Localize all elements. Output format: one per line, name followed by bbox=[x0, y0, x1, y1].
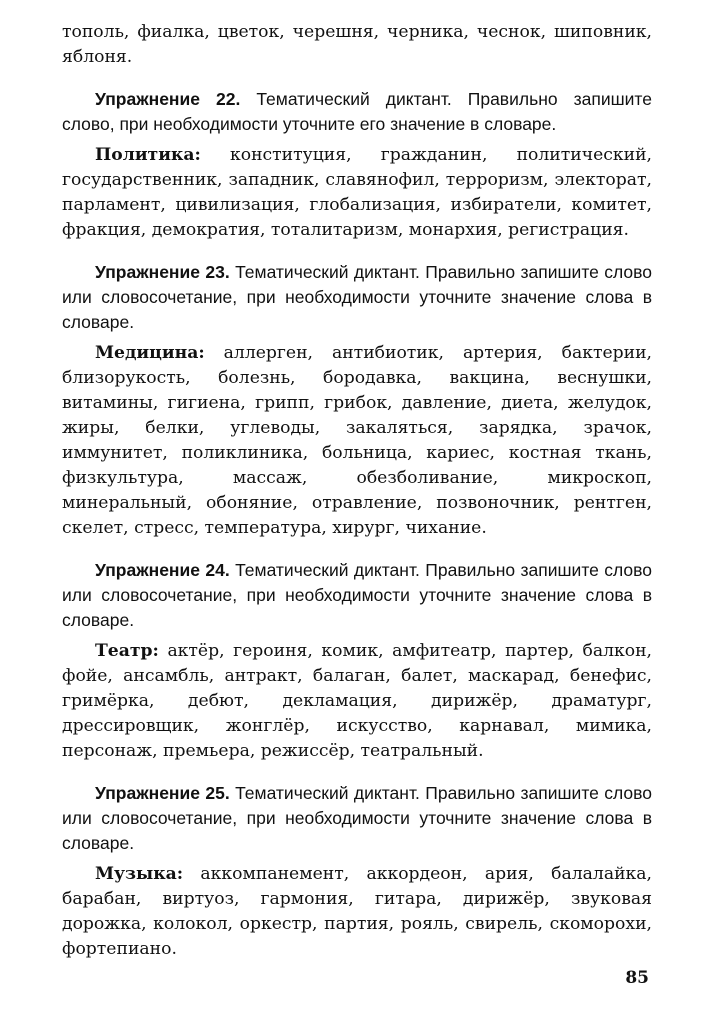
topic-medicine-label: Медицина: bbox=[95, 343, 205, 363]
exercise-23-title: Упражнение 23. bbox=[95, 262, 230, 282]
exercise-22-instruction bbox=[62, 87, 652, 137]
exercise-25-word-list bbox=[62, 862, 652, 962]
exercise-22-word-list bbox=[62, 143, 652, 243]
topic-music-label: Музыка: bbox=[95, 864, 184, 884]
exercise-24-instruction bbox=[62, 558, 652, 633]
intro-word-list: тополь, фиалка, цветок, черешня, черника, чеснок, шиповник, яблоня. bbox=[62, 22, 652, 67]
topic-theatre-label: Театр: bbox=[95, 641, 159, 661]
exercise-24-text: Тематический диктант. Правильно запишите слово или словосочетание, при необходимости уточните значение слова в словаре. bbox=[62, 560, 652, 630]
topic-theatre-words: актёр, героиня, комик, амфитеатр, партер, балкон, фойе, ансамбль, антракт, балаган, балет, маскарад, бенефис, гримёрка, дебют, декламация, дирижёр, драматург, дрессировщик, жонглёр, искусство, карнавал, мимика, персонаж, премьера, режиссёр, театральный. bbox=[62, 641, 652, 761]
exercise-25-text: Тематический диктант. Правильно запишите слово или словосочетание, при необходимости уточните значение слова в словаре. bbox=[62, 783, 652, 853]
exercise-24-word-list bbox=[62, 639, 652, 764]
document-page bbox=[62, 20, 652, 962]
page-number: 85 bbox=[625, 968, 649, 988]
exercise-25-instruction bbox=[62, 781, 652, 856]
exercise-22-text: Тематический диктант. Правильно запишите слово, при необходимости уточните его значение в словаре. bbox=[62, 89, 652, 134]
exercise-24-title: Упражнение 24. bbox=[95, 560, 230, 580]
exercise-22-title: Упражнение 22. bbox=[95, 89, 241, 109]
topic-politics-words: конституция, гражданин, политический, государственник, западник, славянофил, терроризм, электорат, парламент, цивилизация, глобализация, избиратели, комитет, фракция, демократия, тоталитаризм, монархия, регистрация. bbox=[62, 145, 652, 240]
exercise-23-instruction bbox=[62, 260, 652, 335]
exercise-23-word-list bbox=[62, 341, 652, 541]
exercise-23-text: Тематический диктант. Правильно запишите слово или словосочетание, при необходимости уточните значение слова в словаре. bbox=[62, 262, 652, 332]
topic-music-words: аккомпанемент, аккордеон, ария, балалайка, барабан, виртуоз, гармония, гитара, дирижёр, звуковая дорожка, колокол, оркестр, партия, рояль, свирель, скоморохи, фортепиано. bbox=[62, 864, 652, 959]
topic-medicine-words: аллерген, антибиотик, артерия, бактерии, близорукость, болезнь, бородавка, вакцина, веснушки, витамины, гигиена, грипп, грибок, давление, диета, желудок, жиры, белки, углеводы, закаляться, зарядка, зрачок, иммунитет, поликлиника, больница, кариес, костная ткань, физкультура, массаж, обезболивание, микроскоп, минеральный, обоняние, отравление, позвоночник, рентген, скелет, стресс, температура, хирург, чихание. bbox=[62, 343, 652, 538]
topic-politics-label: Политика: bbox=[95, 145, 201, 165]
exercise-25-title: Упражнение 25. bbox=[95, 783, 230, 803]
